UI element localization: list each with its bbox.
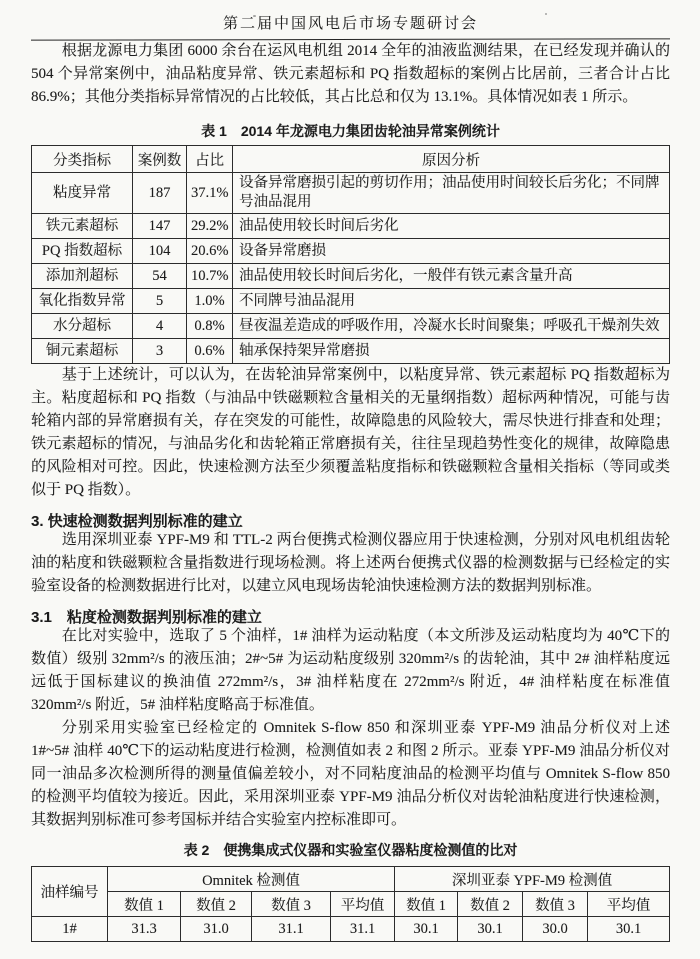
table-cell-category: 氧化指数异常 [32,289,133,314]
table1-row-iron [32,214,670,239]
table1-header-percentage: 占比 [187,146,233,173]
table2-header-sample-id: 油样编号 [32,867,108,917]
table2-viscosity-comparison [31,866,670,942]
table-cell-reason: 不同牌号油品混用 [233,289,670,314]
scan-noise-speck [253,15,256,17]
paragraph-statistics-conclusion: 基于上述统计，可以认为，在齿轮油异常案例中，以粘度异常、铁元素超标 PQ 指数超标为主。粘度超标和 PQ 指数（与油品中铁磁颗粒含量相关的无量纲指数）超标两种情况，可能与齿轮箱内部的异常磨损有关，存在突发的可能性，故障隐患的风险较大，需尽快进行排查和处理；铁元素超标的情况，与油品劣化和齿轮箱正常磨损有关，往往呈现趋势性变化的规律，故障隐患的风险相对可控。因此，快速检测方法至少须覆盖粘度指标和铁磁颗粒含量相关指标（等同或类似于 PQ 指数）。 [31,367,670,498]
table2-caption: 表 2 便携集成式仪器和实验室仪器粘度检测值的比对 [183,842,518,858]
table1-row-copper [32,339,670,364]
table-cell-percentage: 0.8% [187,314,233,339]
table2-subheader-value2: 数值 2 [458,892,523,917]
table-cell-category: 粘度异常 [32,173,133,214]
table1-row-viscosity [32,173,670,214]
table-cell-percentage: 20.6% [187,239,233,264]
paragraph-viscosity-comparison: 分别采用实验室已经检定的 Omnitek S-flow 850 和深圳亚泰 YPF-M9 油品分析仪对上述 1#~5# 油样 40℃下的运动粘度进行检测，检测值如表 2 和图 2 所示。亚泰 YPF-M9 油品分析仪对同一油品多次检测所得的测量值偏差较小，对不同粘度油品的检测平均值与 Omnitek S-flow 850 的检测平均值较为接近。因此，采用深圳亚泰 YPF-M9 油品分析仪对齿轮油粘度进行快速检测，其数据判别标准可参考国标并结合实验室内控标准即可。 [31,720,670,828]
table-cell-reason: 轴承保持架异常磨损 [233,339,670,364]
table-cell-percentage: 37.1% [187,173,233,214]
table2-group-header-row [32,867,670,892]
table-cell-category: 水分超标 [32,314,133,339]
table1-header-case-count: 案例数 [133,146,187,173]
table-cell-count: 147 [133,214,187,239]
table-cell-percentage: 10.7% [187,264,233,289]
table2-subheader-row [32,892,670,917]
table1-abnormal-case-statistics [31,145,670,364]
table-cell-value: 31.0 [181,917,252,942]
section3-heading: 3. 快速检测数据判别标准的建立 [31,513,243,530]
table2-header-omnitek-group: Omnitek 检测值 [108,867,395,892]
table1-header-cause-analysis: 原因分析 [233,146,670,173]
table-cell-category: 铁元素超标 [32,214,133,239]
table2-subheader-value1: 数值 1 [395,892,458,917]
table2-subheader-value2: 数值 2 [181,892,252,917]
section31-heading: 3.1 粘度检测数据判别标准的建立 [31,609,262,626]
table-cell-value: 31.3 [108,917,181,942]
table-cell-reason: 油品使用较长时间后劣化 [233,214,670,239]
table-cell-value: 30.1 [588,917,670,942]
table2-subheader-value1: 数值 1 [108,892,181,917]
paragraph-instrument-selection: 选用深圳亚泰 YPF-M9 和 TTL-2 两台便携式检测仪器应用于快速检测，分别对风电机组齿轮油的粘度和铁磁颗粒含量指数进行现场检测。将上述两台便携式仪器的检测数据与已经检定的实验室设备的检测数据进行比对，以建立风电现场齿轮油快速检测方法的数据判别标准。 [31,532,670,594]
table-cell-count: 54 [133,264,187,289]
table1-row-oxidation [32,289,670,314]
table-cell-count: 3 [133,339,187,364]
table-cell-reason: 昼夜温差造成的呼吸作用，冷凝水长时间聚集；呼吸孔干燥剂失效 [233,314,670,339]
table-cell-sample-id: 1# [32,917,108,942]
table1-row-water [32,314,670,339]
table1-header-row [32,146,670,173]
table-cell-value: 30.1 [458,917,523,942]
conference-header-title: 第二届中国风电后市场专题研讨会 [222,16,478,32]
paragraph-oil-samples: 在比对实验中，选取了 5 个油样，1# 油样为运动粘度（本文所涉及运动粘度均为 40℃下的数值）级别 32mm²/s 的液压油；2#~5# 为运动粘度级别 320mm²/s 的齿轮油，其中 2# 油样粘度远远低于国标建议的换油值 272mm²/s，3# 油样粘度在 272mm²/s 附近，4# 油样粘度在标准值 320mm²/s 附近，5# 油样粘度略高于标准值。 [31,628,670,713]
table-cell-reason: 设备异常磨损 [233,239,670,264]
table1-row-pq-index [32,239,670,264]
table-cell-value: 31.1 [331,917,395,942]
table2-subheader-average: 平均值 [331,892,395,917]
table-cell-count: 5 [133,289,187,314]
table-cell-reason: 油品使用较长时间后劣化，一般伴有铁元素含量升高 [233,264,670,289]
table2-header-ypfm9-group: 深圳亚泰 YPF-M9 检测值 [395,867,670,892]
table-cell-value: 30.0 [523,917,588,942]
scan-noise-speck [530,392,533,394]
scan-noise-speck [545,13,547,15]
table2-subheader-average: 平均值 [588,892,670,917]
table2-data-row-sample1 [32,917,670,942]
table1-header-category: 分类指标 [32,146,133,173]
table-cell-reason: 设备异常磨损引起的剪切作用；油品使用时间较长后劣化；不同牌号油品混用 [233,173,670,214]
table2-subheader-value3: 数值 3 [252,892,331,917]
table-cell-count: 4 [133,314,187,339]
table-cell-percentage: 1.0% [187,289,233,314]
table-cell-value: 30.1 [395,917,458,942]
table-cell-category: 添加剂超标 [32,264,133,289]
table-cell-count: 104 [133,239,187,264]
table-cell-value: 31.1 [252,917,331,942]
table-cell-category: PQ 指数超标 [32,239,133,264]
table2-subheader-value3: 数值 3 [523,892,588,917]
table-cell-category: 铜元素超标 [32,339,133,364]
table-cell-percentage: 29.2% [187,214,233,239]
table-cell-percentage: 0.6% [187,339,233,364]
table1-row-additive [32,264,670,289]
table1-caption: 表 1 2014 年龙源电力集团齿轮油异常案例统计 [201,123,500,139]
table-cell-count: 187 [133,173,187,214]
paragraph-monitoring-statistics: 根据龙源电力集团 6000 余台在运风电机组 2014 全年的油液监测结果，在已经发现并确认的 504 个异常案例中，油品粘度异常、铁元素超标和 PQ 指数超标的案例占比居前，三者合计占比 86.9%；其他分类指标异常情况的占比较低，其占比总和仅为 13.1%。具体情况如表 1 所示。 [31,43,670,105]
